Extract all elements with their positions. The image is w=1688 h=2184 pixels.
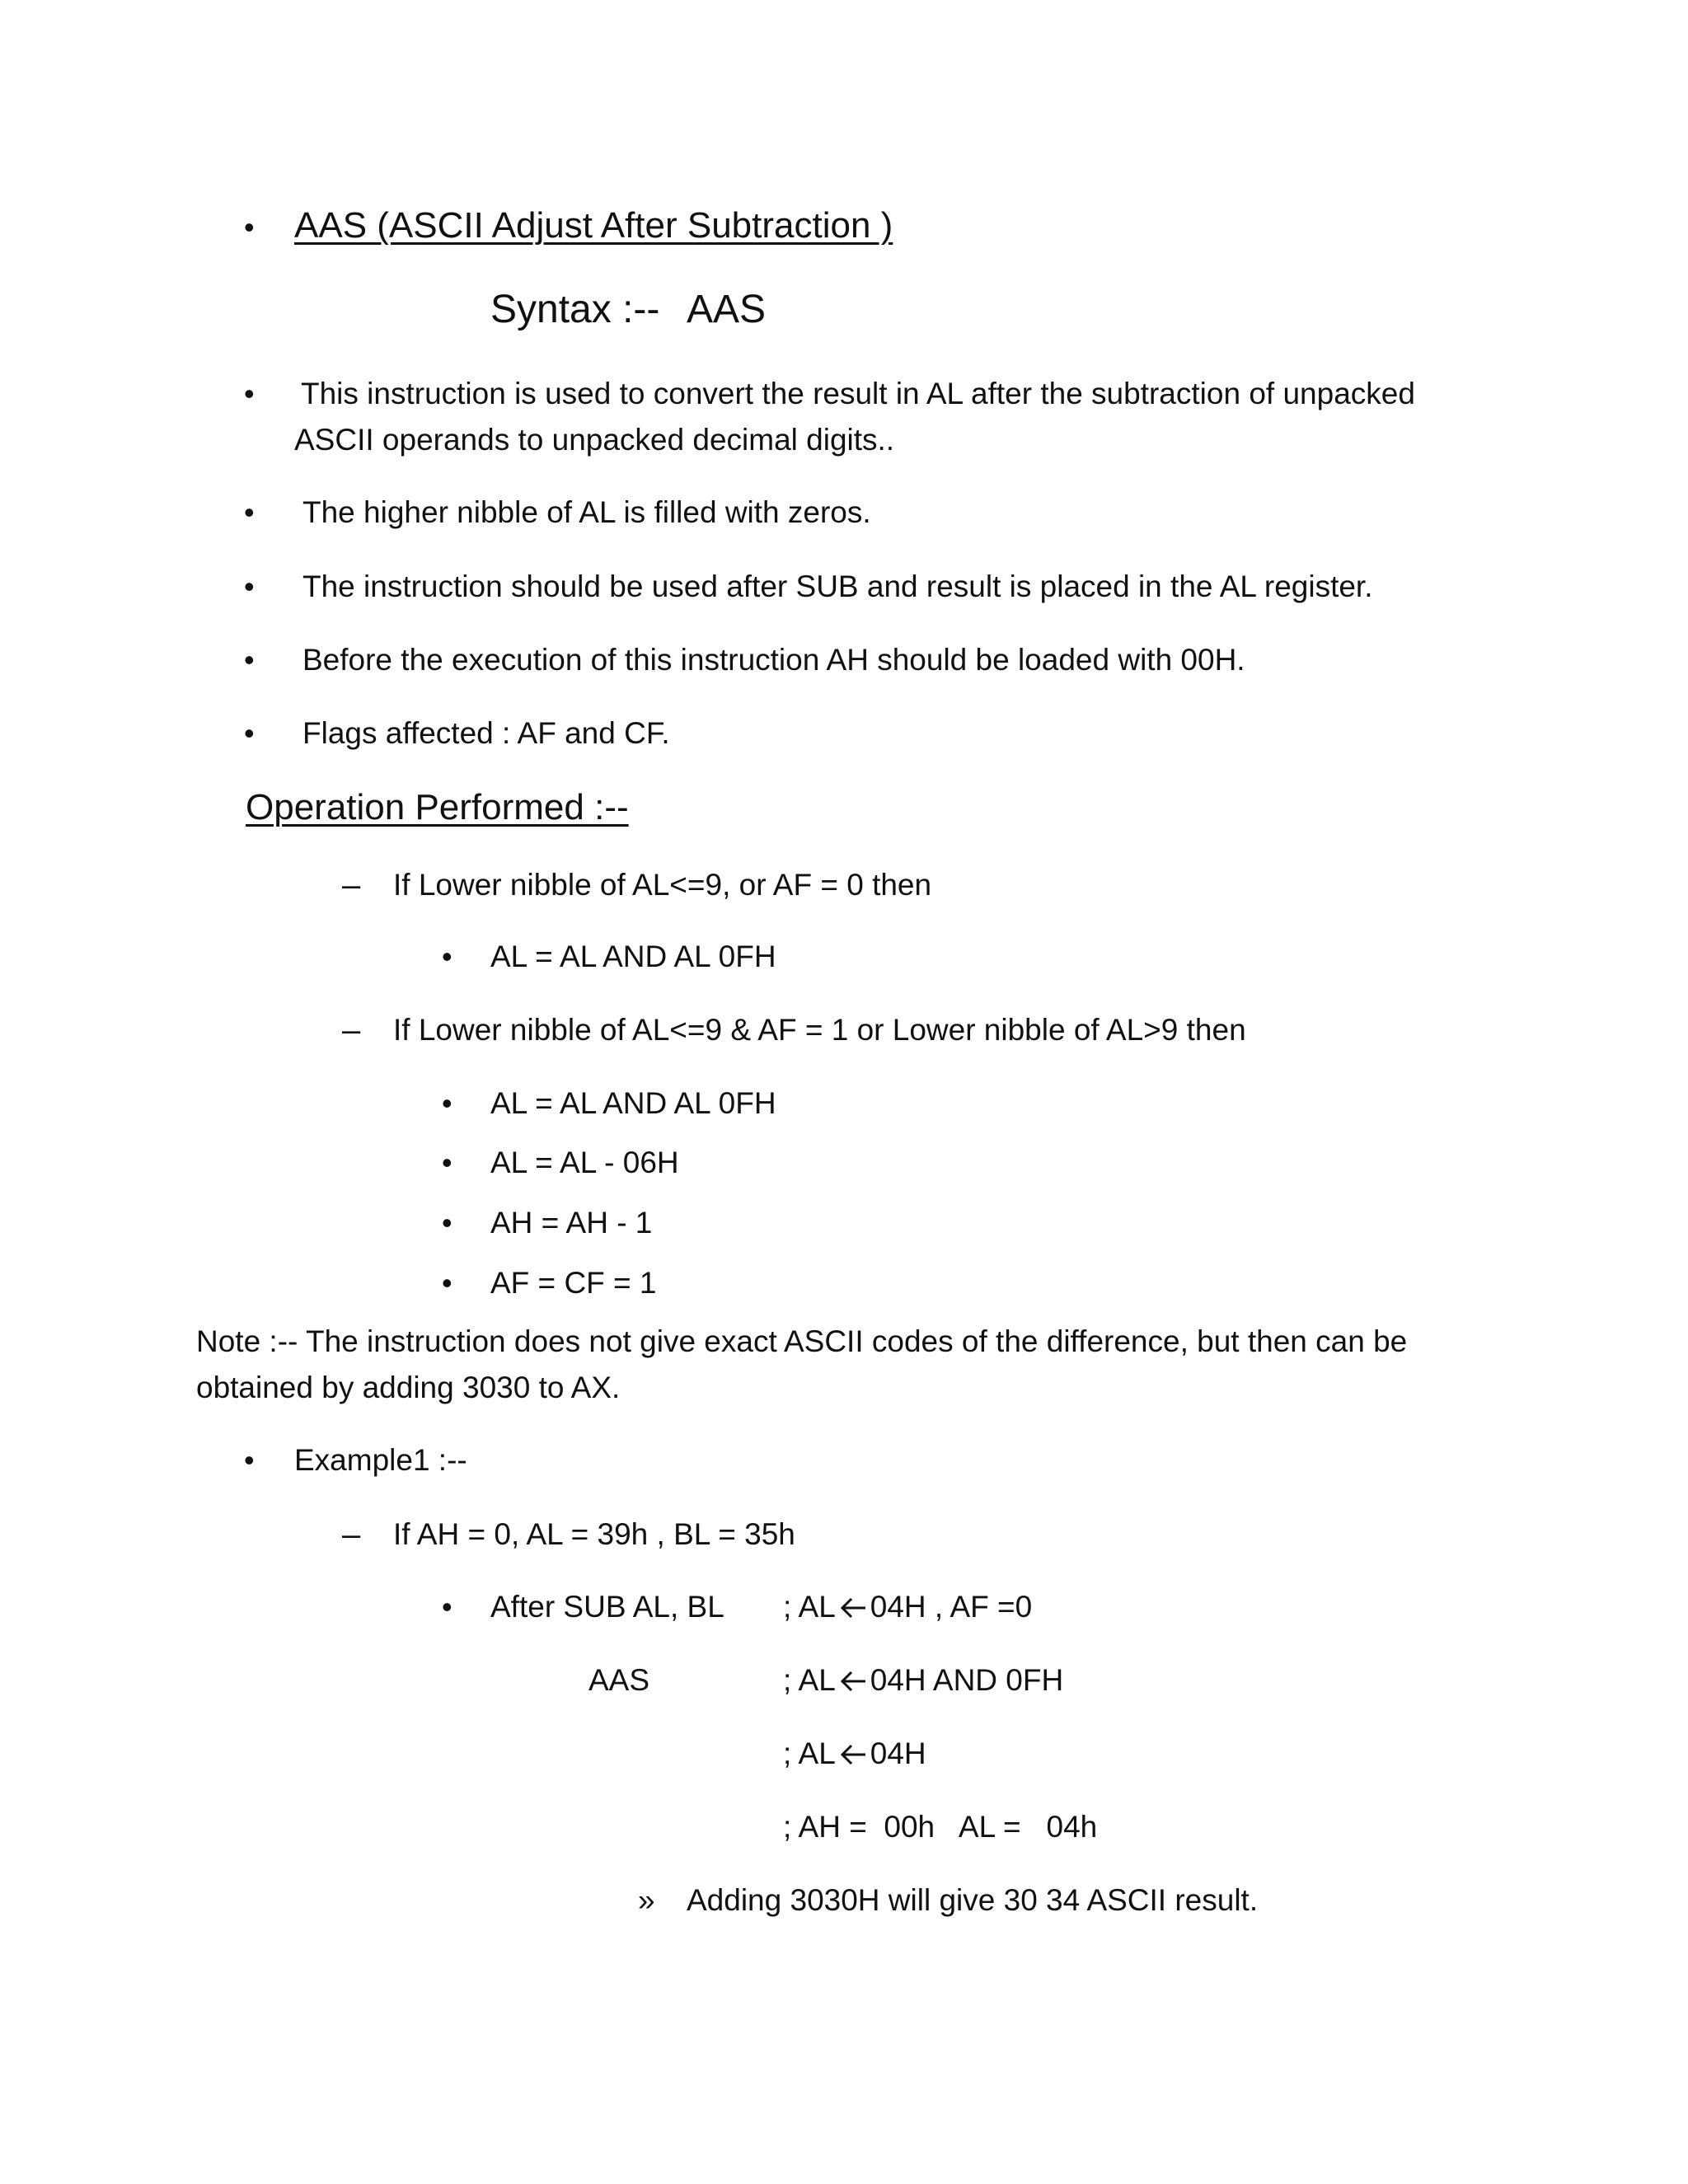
left-arrow-icon xyxy=(839,1743,867,1766)
comment-prefix: ; AL xyxy=(783,1590,836,1624)
operation-step: AF = CF = 1 xyxy=(490,1266,657,1300)
point-text: The instruction should be used after SUB and result is placed in the AL register. xyxy=(302,569,1373,603)
page-title: AAS (ASCII Adjust After Subtraction ) xyxy=(294,205,893,246)
example-comment: ; AH = 00h AL = 04h xyxy=(783,1810,1098,1844)
point-bullet: • xyxy=(244,643,255,677)
dash-marker: – xyxy=(342,1012,361,1048)
left-arrow-icon xyxy=(839,1596,867,1619)
operation-step: AL = AL AND AL 0FH xyxy=(490,940,776,973)
operation-step: AL = AL - 06H xyxy=(490,1146,679,1179)
comment-value: 04H xyxy=(870,1736,926,1770)
point-text: Flags affected : AF and CF. xyxy=(302,716,670,750)
point-bullet: • xyxy=(244,495,255,529)
point-bullet: • xyxy=(244,569,255,603)
operation-step: AL = AL AND AL 0FH xyxy=(490,1086,776,1120)
comment-value: 04H , AF =0 xyxy=(870,1590,1033,1624)
example-comment xyxy=(783,1736,926,1772)
operation-step: AH = AH - 1 xyxy=(490,1206,653,1240)
syntax-value: AAS xyxy=(687,288,767,331)
example-bullet: • xyxy=(244,1443,255,1477)
sub-bullet: • xyxy=(442,940,452,973)
operation-heading: Operation Performed :-- xyxy=(246,787,629,827)
sub-bullet: • xyxy=(442,1590,452,1624)
sub-bullet: • xyxy=(442,1086,452,1120)
sub-bullet: • xyxy=(442,1206,452,1240)
example-title: Example1 :-- xyxy=(294,1443,467,1477)
syntax-label: Syntax :-- xyxy=(490,288,660,331)
dash-marker: – xyxy=(342,1516,361,1553)
point-text-continued: ASCII operands to unpacked decimal digits.. xyxy=(294,423,895,457)
example-instruction: After SUB AL, BL xyxy=(490,1590,724,1624)
point-bullet: • xyxy=(244,377,255,410)
note-text: Note :-- The instruction does not give exact ASCII codes of the difference, but then can be xyxy=(196,1324,1408,1358)
note-text-continued: obtained by adding 3030 to AX. xyxy=(196,1371,621,1404)
point-bullet: • xyxy=(244,716,255,750)
example-instruction: AAS xyxy=(588,1663,650,1697)
comment-prefix: ; AL xyxy=(783,1736,836,1770)
condition-text: If Lower nibble of AL<=9, or AF = 0 then xyxy=(393,868,932,902)
sub-bullet: • xyxy=(442,1266,452,1300)
condition-text: If Lower nibble of AL<=9 & AF = 1 or Lower nibble of AL>9 then xyxy=(393,1013,1246,1047)
result-marker: » xyxy=(638,1883,655,1917)
example-comment xyxy=(783,1662,1063,1699)
comment-prefix: ; AL xyxy=(783,1663,836,1697)
sub-bullet: • xyxy=(442,1146,452,1179)
example-condition: If AH = 0, AL = 39h , BL = 35h xyxy=(393,1517,795,1551)
dash-marker: – xyxy=(342,867,361,903)
point-text: The higher nibble of AL is filled with zeros. xyxy=(302,495,871,529)
point-text: This instruction is used to convert the result in AL after the subtraction of unpacked xyxy=(301,377,1415,410)
example-result: Adding 3030H will give 30 34 ASCII result. xyxy=(687,1883,1259,1917)
example-comment xyxy=(783,1589,1032,1625)
comment-value: 04H AND 0FH xyxy=(870,1663,1064,1697)
title-bullet: • xyxy=(244,210,255,244)
point-text: Before the execution of this instruction AH should be loaded with 00H. xyxy=(302,643,1245,677)
left-arrow-icon xyxy=(839,1670,867,1693)
